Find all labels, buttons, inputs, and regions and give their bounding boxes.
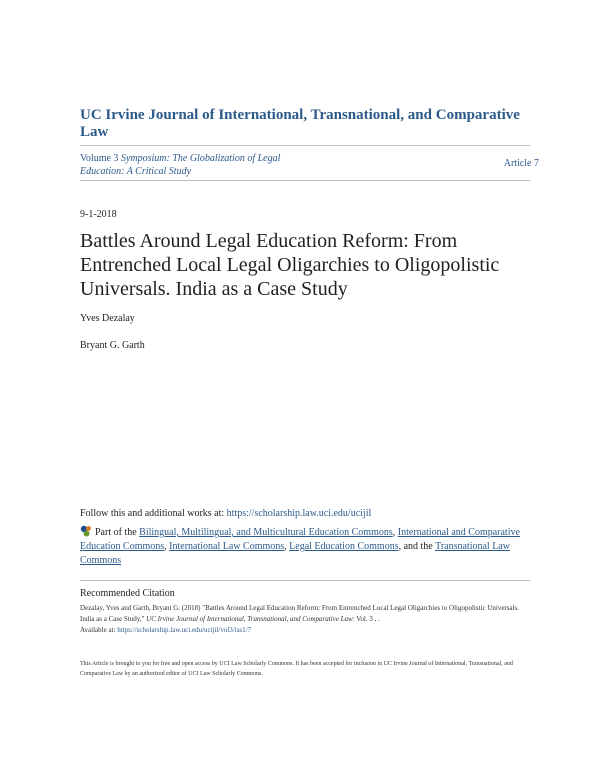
recommended-citation-heading: Recommended Citation — [80, 588, 175, 599]
top-rule — [80, 145, 530, 146]
bottom-rule — [80, 180, 530, 181]
citation-text — [80, 603, 530, 636]
commons-link-international-law[interactable]: International Law Commons — [169, 541, 285, 552]
citation-journal: UC Irvine Journal of International, Transnational, and Comparative Law — [146, 615, 353, 623]
publication-date: 9-1-2018 — [80, 209, 117, 220]
symposium-label[interactable]: Symposium: The Globalization of Legal Education: A Critical Study — [80, 153, 281, 177]
separator: , — [392, 527, 398, 538]
commons-link-transnational-law[interactable]: Transnational Law Commons — [80, 541, 510, 566]
author-2: Bryant G. Garth — [80, 340, 145, 351]
part-of-commons — [80, 525, 520, 568]
commons-link-bilingual[interactable]: Bilingual, Multilingual, and Multicultural Education Commons — [139, 527, 393, 538]
citation-part-2: : Vol. 3 , . — [352, 615, 380, 623]
open-access-notice: This Article is brought to you for free and open access by UCI Law Scholarly Commons. It has been accepted for inclusion in UC Irvine Journal of International, Transnational, and Comparative Law by an authorized editor of UCI Law Scholarly Commons. — [80, 661, 513, 677]
follow-line — [80, 508, 520, 519]
author-1: Yves Dezalay — [80, 313, 135, 324]
separator: , — [284, 541, 290, 552]
citation-part-1: Dezalay, Yves and Garth, Bryant G. (2018) "Battles Around Legal Education Reform: From Entrenched Local Legal Oligarchies to Oligopolistic Universals. India as a Case Study," — [80, 604, 520, 623]
volume-label[interactable]: Volume 3 — [80, 153, 119, 164]
journal-title-link[interactable]: UC Irvine Journal of International, Transnational, and Comparative Law — [80, 107, 520, 140]
article-number-link[interactable]: Article 7 — [503, 158, 539, 169]
bepress-network-icon — [80, 525, 92, 537]
citation-available: Available at: — [80, 626, 118, 634]
citation-rule — [80, 580, 530, 581]
follow-url-link[interactable]: https://scholarship.law.uci.edu/ucijil — [226, 508, 372, 519]
follow-text: Follow this and additional works at: — [80, 508, 227, 519]
volume-issue-info[interactable] — [80, 152, 320, 178]
citation-url-link[interactable]: https://scholarship.law.uci.edu/ucijil/vol3/iss1/7 — [117, 626, 252, 634]
commons-link-legal-education[interactable]: Legal Education Commons — [289, 541, 399, 552]
part-of-prefix: Part of the — [95, 527, 140, 538]
article-title: Battles Around Legal Education Reform: From Entrenched Local Legal Oligarchies to Oligopolistic Universals. India as a Case Study — [80, 230, 500, 300]
separator-and-the: , and the — [398, 541, 436, 552]
commons-link-international-comparative-education[interactable]: International and Comparative Education Commons — [80, 527, 520, 552]
separator: , — [164, 541, 170, 552]
